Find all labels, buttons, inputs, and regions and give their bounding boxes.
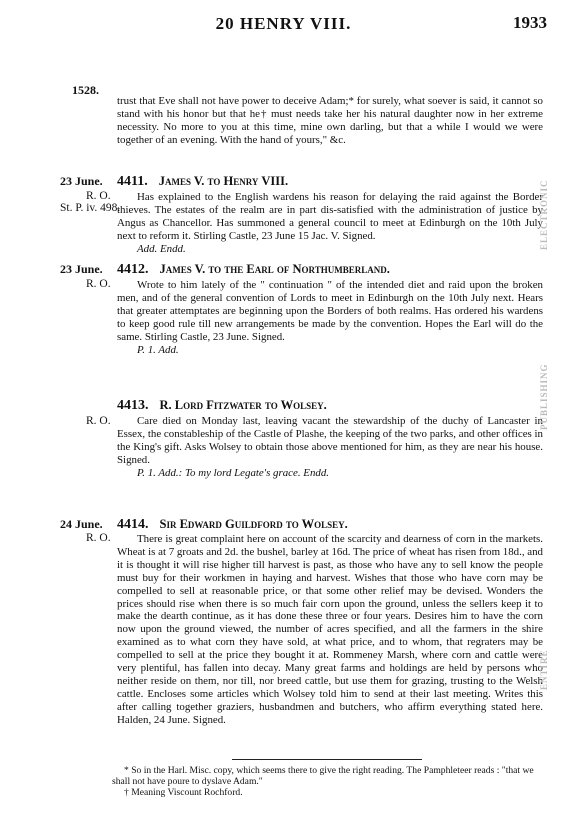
entry-title: James V. to Henry VIII.	[158, 174, 289, 188]
footnote-rule	[232, 759, 422, 760]
entry-ref: R. O.	[86, 532, 111, 544]
entry-heading	[117, 398, 327, 414]
entry-text: Care died on Monday last, leaving vacant the stewardship of the duchy of Lancaster in Essex, the constableship of the Castle of Plashe, the keeping of the two parks, and other offices in the King's gift. Asks Wolsey to obtain those above mentioned for him, as they are near his house. Signed.	[117, 415, 543, 466]
watermark-stamp: ENTIRE	[539, 649, 549, 690]
entry-ref: R. O.	[86, 190, 111, 202]
entry-note: Add. Endd.	[137, 242, 186, 255]
entry-title: James V. to the Earl of Northumberland.	[159, 262, 390, 276]
footnote: † Meaning Viscount Rochford.	[124, 787, 243, 798]
continuation-text: trust that Eve shall not have power to deceive Adam;* for surely, what soever is said, it cannot so stand with his honor but that he† must needs take her his natural daughter now in her extreme necessity. No more to you at this time, mine own darling, but that a while I would we were together of an evening. With the hand of yours," &c.	[117, 95, 543, 146]
entry-title: R. Lord Fitzwater to Wolsey.	[159, 398, 327, 412]
entry-body	[117, 191, 543, 256]
entry-ref: R. O.	[86, 415, 111, 427]
page-number: 1933	[513, 13, 547, 32]
footnotes	[112, 765, 552, 798]
entry-body	[117, 415, 543, 480]
entry-ref: St. P. iv. 498.	[60, 202, 121, 214]
entry-number: 4411.	[117, 174, 148, 189]
entry-number: 4412.	[117, 262, 149, 277]
watermark-stamp: PUBLISHING	[539, 363, 549, 430]
entry-body	[117, 279, 543, 356]
running-header-title: 20 HENRY VIII.	[215, 14, 352, 33]
entry-note: P. 1. Add.: To my lord Legate's grace. Endd.	[137, 466, 330, 479]
entry-heading	[117, 517, 348, 533]
entry-date: 23 June.	[60, 262, 103, 276]
entry-heading	[117, 174, 288, 190]
watermark-stamp: ELECTRONIC	[539, 179, 549, 250]
entry-date: 23 June.	[60, 174, 103, 188]
entry-text: Wrote to him lately of the " continuation " of the intended diet and raid upon the broken men, and of the general convention of Lords to meet in Edinburgh on the 10th July next. Hears that greater attemptates are beginning upon the Borders of both realms. Has ordered his wardens to keep good rule till new arrangements be made by the convention. Hopes the Earl will do the same. Stirling Castle, 23 June. Signed.	[117, 279, 543, 343]
entry-number: 4413.	[117, 398, 149, 413]
entry-note: P. 1. Add.	[137, 343, 179, 356]
footnote: * So in the Harl. Misc. copy, which seems there to give the right reading. The Pamphleteer reads : "that we shall not have poure to dyslave Adam."	[112, 765, 534, 787]
entry-date: 24 June.	[60, 517, 103, 531]
entry-heading	[117, 262, 390, 278]
entry-text: There is great complaint here on account of the scarcity and dearness of corn in the markets. Wheat is at 7 groats and 2d. the bushel, barley at 16d. The price of wheat has risen from 18d., and it is thought it will rise higher till harvest is past, as those who have any to sell know the people must buy for their workmen in haying and harvest. Wishes that those who have corn may be compelled to sell at reasonable price, or that some other relief may be devised. Wonders the prices should rise when there is so much fair corn upon the ground, unless the sellers keep it to make the dearth continue, as it has done these three or four years. Desires him to have the corn now upon the ground viewed, the number of acres specified, and all the farmers in the shire examined as to what corn they have sold, at what price, and to whom, that regraters may be compelled to sell at the price they bought it at. Rommeney Marsh, where corn and cattle were very plentiful, has fallen into decay. Many great farms and holdings are held by persons who neither reside on them, nor till, nor breed cattle, but use them for grazing, trusting to the Welsh cattle. Encloses some articles which Wolsey told him to send at their last meeting. Writes this after calling together graziers, husbandmen and butchers, who affirm everything stated here. Halden, 24 June. Signed.	[117, 533, 543, 726]
entry-body	[117, 533, 543, 727]
entry-text: Has explained to the English wardens his reason for delaying the raid against the Border thieves. The estates of the realm are in part dis-satisfied with the administration of justice by Angus as Chancellor. Has summoned a general council to meet at Edinburgh on the 10th July next to reform it. Stirling Castle, 23 June 15 Jac. V. Signed.	[117, 191, 543, 242]
entry-number: 4414.	[117, 517, 149, 532]
margin-year: 1528.	[72, 83, 99, 97]
entry-ref: R. O.	[86, 278, 111, 290]
entry-title: Sir Edward Guildford to Wolsey.	[159, 517, 348, 531]
